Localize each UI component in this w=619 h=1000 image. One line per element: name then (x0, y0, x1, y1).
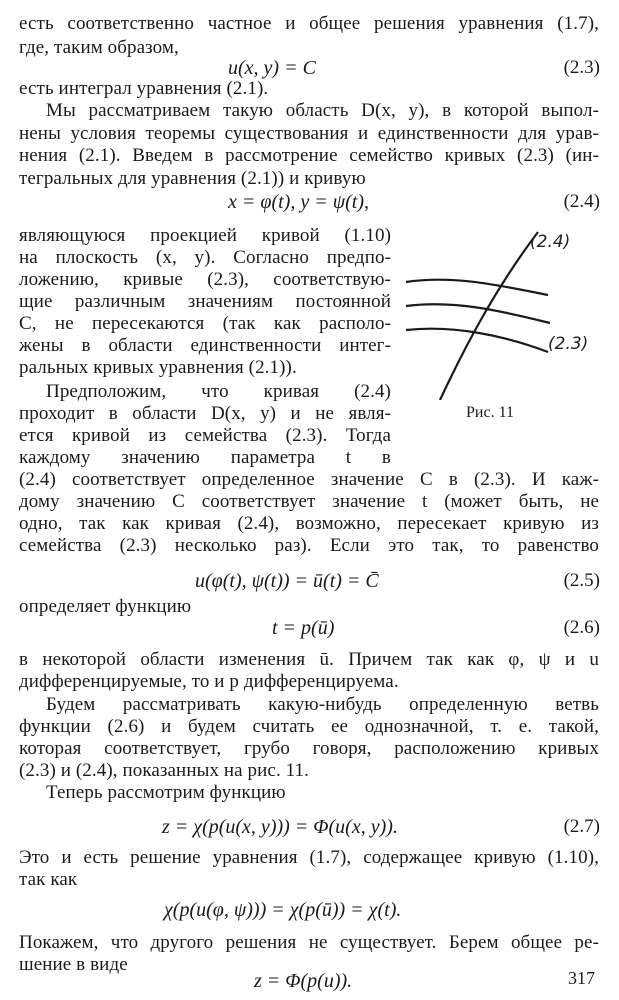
text-line: семейства (2.3) несколько раз). Если это так, то равенство (19, 535, 599, 556)
text-line: Будем рассматривать какую-нибудь определенную ветвь (46, 694, 599, 715)
equation-2-7: z = χ(p(u(x, y))) = Φ(u(x, y)). (162, 816, 398, 838)
text-line: есть соответственно частное и общее решения уравнения (1.7), (19, 13, 599, 34)
text-line: на плоскость (x, y). Согласно предпо- (19, 247, 391, 268)
text-line: определяет функцию (19, 596, 192, 617)
text-line: где, таким образом, (19, 37, 179, 58)
equation-number: (2.6) (563, 617, 600, 638)
text-line: ложению, кривые (2.3), соответствую- (19, 269, 391, 290)
equation-2-5: u(φ(t), ψ(t)) = ū(t) = C̄ (195, 570, 379, 592)
text-line: Мы рассматриваем такую область D(x, y), в которой выпол- (46, 100, 599, 121)
text-line: шение в виде (19, 954, 128, 975)
text-line: есть интеграл уравнения (2.1). (19, 78, 269, 99)
text-line: нения (2.1). Введем в рассмотрение семейство кривых (2.3) (ин- (19, 145, 599, 166)
text-line: проходит в области D(x, y) и не явля- (19, 403, 391, 424)
text-line: функции (2.6) и будем считать ее однозначной, т. е. такой, (19, 716, 599, 737)
text-line: Это и есть решение уравнения (1.7), содержащее кривую (1.10), (19, 847, 599, 868)
equation-number: (2.5) (563, 570, 600, 591)
family-curve-3 (406, 329, 548, 352)
text-line: нены условия теоремы существования и единственности для урав- (19, 123, 599, 144)
text-line: Предположим, что кривая (2.4) (46, 381, 391, 402)
label-family-2-3: (2.3) (548, 334, 589, 354)
equation-number: (2.3) (563, 57, 600, 78)
equation-number: (2.7) (563, 816, 600, 837)
text-line: C, не пересекаются (так как располо- (19, 313, 391, 334)
label-curve-2-4: (2.4) (530, 232, 571, 252)
text-line: ется кривой из семейства (2.3). Тогда (19, 425, 391, 446)
text-line: которая соответствует, грубо говоря, расположению кривых (19, 738, 599, 759)
page-number: 317 (568, 968, 595, 988)
equation-2-4: x = φ(t), y = ψ(t), (228, 191, 369, 213)
family-curve-1 (406, 280, 548, 295)
equation-2-3: u(x, y) = C (228, 57, 316, 79)
text-line: тегральных для уравнения (2.1)) и кривую (19, 168, 366, 189)
text-line: дому значению C соответствует значение t (может быть, не (19, 491, 599, 512)
text-line: Покажем, что другого решения не существует. Берем общее ре- (19, 932, 599, 953)
curves-diagram (398, 230, 608, 400)
family-curve-2 (406, 304, 550, 323)
equation-number: (2.4) (563, 191, 600, 212)
text-line: в некоторой области изменения ū. Причем так как φ, ψ и u (19, 649, 599, 670)
text-line: (2.3) и (2.4), показанных на рис. 11. (19, 760, 310, 781)
text-line: щие различным значениям постоянной (19, 291, 391, 312)
text-line: так как (19, 869, 78, 890)
text-line: ральных кривых уравнения (2.1)). (19, 357, 297, 378)
text-line: (2.4) соответствует определенное значение C в (2.3). И каж- (19, 469, 599, 490)
text-line: дифференцируемые, то и p дифференцируема. (19, 671, 399, 692)
figure-11 (398, 230, 608, 430)
figure-caption: Рис. 11 (466, 404, 514, 421)
text-line: каждому значению параметра t в (19, 447, 391, 468)
text-line: одно, так как кривая (2.4), возможно, пересекает кривую из (19, 513, 599, 534)
text-line: Теперь рассмотрим функцию (46, 782, 286, 803)
equation-final: z = Φ(p(u)). (254, 970, 353, 992)
equation-2-6: t = p(ū) (272, 617, 335, 639)
text-line: жены в области единственности интег- (19, 335, 391, 356)
equation-chi: χ(p(u(φ, ψ))) = χ(p(ū)) = χ(t). (164, 899, 402, 921)
text-line: являющуюся проекцией кривой (1.10) (19, 225, 391, 246)
